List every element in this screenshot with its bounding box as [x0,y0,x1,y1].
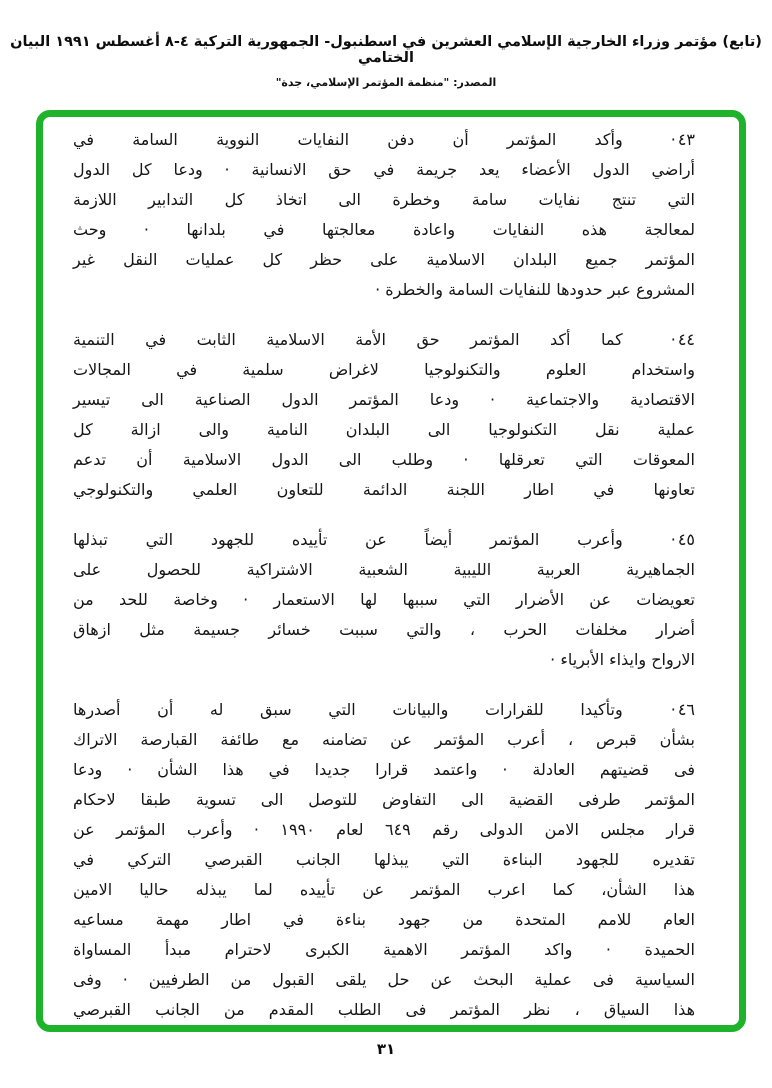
paragraph-text: وتأكيدا للقرارات والبيانات التي سبق له أن أصدرها [73,700,623,719]
paragraph-line: عملية نقل التكنولوجيا الى البلدان النامية والى ازالة كل [73,420,695,439]
paragraph-line [73,125,695,155]
paragraph-line: العام للامم المتحدة من جهود بناءة في اطار مهمة مساعيه [73,910,695,929]
paragraph [73,125,695,305]
paragraph [73,525,695,675]
paragraph-text: وأكد المؤتمر أن دفن النفايات النووية السامة في [73,130,623,149]
paragraph-line: تقديره للجهود البناءة التي يبذلها الجانب القبرصي التركي في [73,850,695,869]
green-highlight-frame [36,110,746,1032]
page-header [0,34,772,89]
paragraph-line: واستخدام العلوم والتكنولوجيا لاغراض سلمية في المجالات [73,360,695,379]
paragraph [73,695,695,1025]
paragraph-line: فى قضيتهم العادلة · واعتمد قرارا جديدا في هذا الشأن · ودعا [73,760,695,779]
paragraph-line: الحميدة · واكد المؤتمر الاهمية الكبرى لاحترام مبدأ المساواة [73,940,695,959]
paragraph-number: ٤٦· [670,700,695,719]
paragraph-line [73,525,695,555]
paragraph-line: الاقتصادية والاجتماعية · ودعا المؤتمر الدول الصناعية الى تيسير [73,390,695,409]
paragraph-line: التي تنتج نفايات سامة وخطرة الى اتخاذ كل التدابير اللازمة [73,190,695,209]
paragraph-number: ٤٣· [670,130,695,149]
paragraph-line: السياسية فى عملية البحث عن حل يلقى القبول من الطرفيين · وفى [73,970,695,989]
source-line: المصدر: "منظمة المؤتمر الإسلامي، جدة" [275,76,497,89]
paragraph-line: المؤتمر جميع البلدان الاسلامية على حظر كل عمليات النقل غير [73,250,695,269]
paragraph-line: أضرار مخلفات الحرب ، والتي سببت خسائر جسيمة مثل ازهاق [73,620,695,639]
paragraph-line: الجماهيرية العربية الليبية الشعبية الاشتراكية للحصول على [73,560,695,579]
paragraph-line: المعوقات التي تعرقلها · وطلب الى الدول الاسلامية أن تدعم [73,450,695,469]
paragraph-line: المؤتمر طرفى القضية الى التفاوض للتوصل الى تسوية طبقا لاحكام [73,790,695,809]
paragraph-text: كما أكد المؤتمر حق الأمة الاسلامية الثابت في التنمية [73,330,623,349]
paragraph-line: هذا السياق ، نظر المؤتمر فى الطلب المقدم من الجانب القبرصي [73,1000,695,1019]
paragraph-line: المشروع عبر حدودها للنفايات السامة والخطرة · [375,280,695,299]
paragraph-line: أراضي الدول الأعضاء يعد جريمة في حق الانسانية · ودعا كل الدول [73,160,695,179]
paragraph-line: قرار مجلس الامن الدولى رقم ٦٤٩ لعام ١٩٩٠ · وأعرب المؤتمر عن [73,820,696,839]
paragraph-line [73,325,695,355]
document-title: (تابع) مؤتمر وزراء الخارجية الإسلامي العشرين في اسطنبول- الجمهورية التركية ٤-٨ أغسطس ١٩٩١ البيان الختامي [10,34,762,66]
paragraph-line [73,695,695,725]
paragraph-line: بشأن قبرص ، أعرب المؤتمر عن تضامنه مع طائفة القبارصة الاتراك [73,730,695,749]
paragraph-number: ٤٤· [670,330,695,349]
paragraph-number: ٤٥· [670,530,695,549]
paragraph-line: الارواح وايذاء الأبرياء · [550,650,695,669]
paragraph-line: تعاونها في اطار اللجنة الدائمة للتعاون العلمي والتكنولوجي [73,480,695,499]
page-number: ٣١ [376,1040,396,1058]
paragraph-text: وأعرب المؤتمر أيضاً عن تأييده للجهود التي تبذلها [73,530,623,549]
paragraph [73,325,695,505]
paragraph-line: تعويضات عن الأضرار التي سببها لها الاستعمار · وخاصة للحد من [73,590,695,609]
document-body [73,125,695,1025]
paragraph-line: هذا الشأن، كما اعرب المؤتمر عن تأييده لما يبذله حاليا الامين [73,880,695,899]
paragraph-line: لمعالجة هذه النفايات واعادة معالجتها في بلدانها · وحث [73,220,695,239]
